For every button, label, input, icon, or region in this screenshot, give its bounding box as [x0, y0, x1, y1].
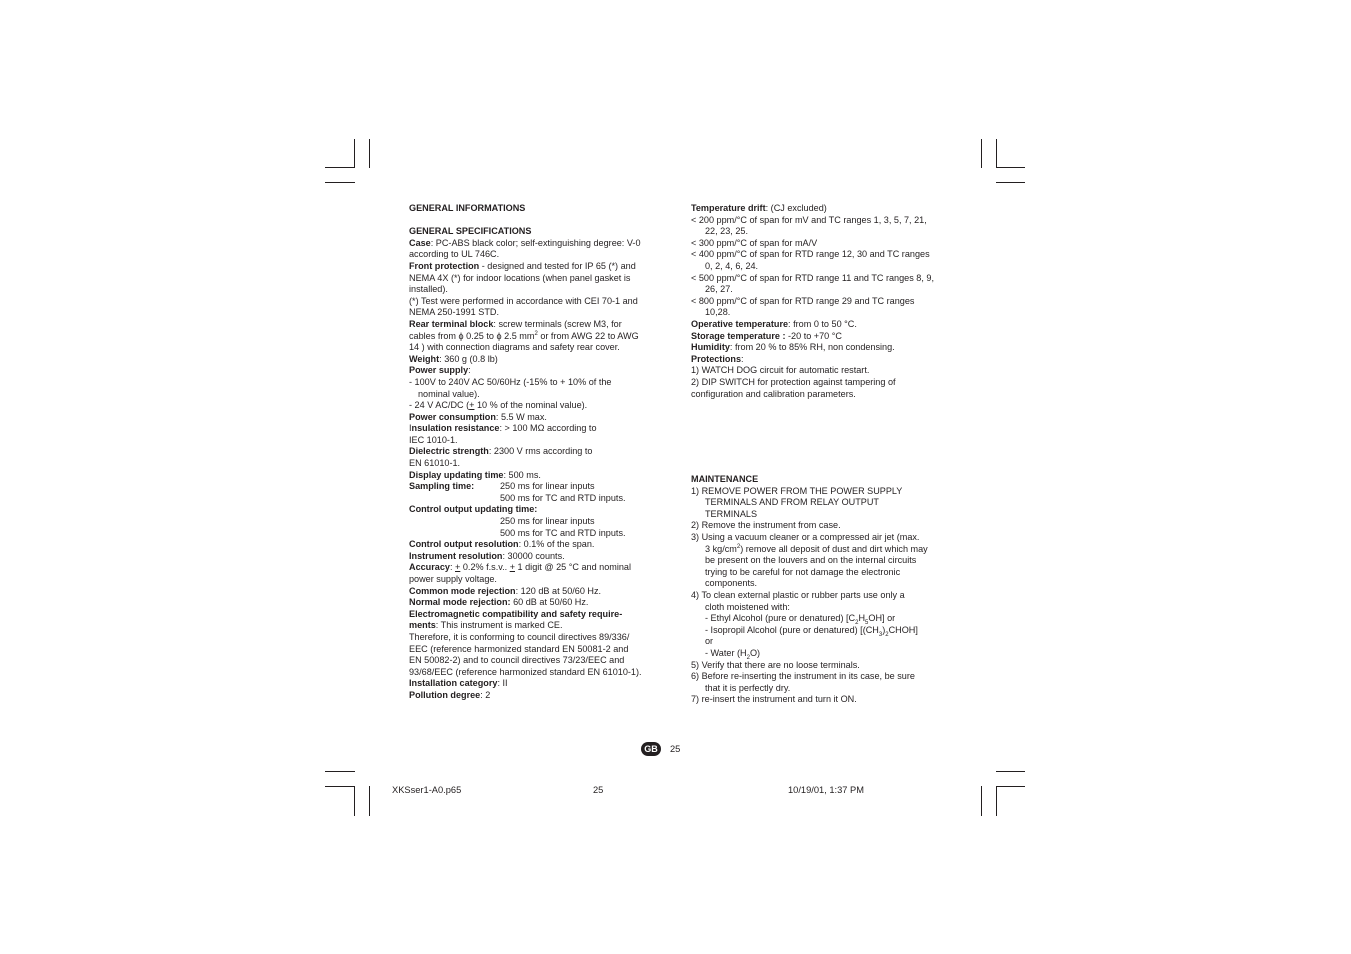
crop-mark [325, 786, 355, 787]
section-heading: MAINTENANCE [691, 474, 759, 484]
spec-protections: Protections: [691, 353, 744, 364]
crop-mark [354, 786, 355, 816]
spec-pollution: Pollution degree: 2 [409, 689, 491, 700]
spec-emc-cont: Therefore, it is conforming to council directives 89/336/ [409, 631, 630, 642]
footer-page: 25 [593, 785, 604, 795]
spec-dielectric-cont: EN 61010-1. [409, 458, 461, 469]
spec-insulation-cont: IEC 1010-1. [409, 434, 458, 445]
crop-mark [369, 139, 370, 168]
spec-emc-cont: ments: This instrument is marked CE. [409, 620, 563, 631]
spec-sampling: Sampling time: 250 ms for linear inputs [409, 481, 595, 492]
maintenance-step: 6) Before re-inserting the instrument in its case, be sure [691, 671, 915, 682]
spec-control-output: Control output updating time: [409, 504, 538, 515]
maintenance-substep: - Ethyl Alcohol (pure or denatured) $[C_2H_5OH]$ or [705, 613, 896, 626]
phi-symbol: ϕ [496, 330, 502, 341]
crop-mark [981, 786, 982, 816]
spec-insulation: Insulation resistance: > 100 MΩ according to [409, 423, 597, 434]
spec-display: Display updating time: 500 ms. [409, 469, 541, 480]
spec-temp-drift: Temperature drift: (CJ excluded) [691, 203, 827, 213]
maintenance-step: 7) re-insert the instrument and turn it ON. [691, 694, 857, 705]
maintenance-step: 1) REMOVE POWER FROM THE POWER SUPPLY [691, 485, 903, 496]
protection-item-cont: configuration and calibration parameters. [691, 388, 856, 399]
maintenance-substep: - Water $(H_2O)$ [705, 647, 761, 661]
drift-item: < 300 ppm/°C of span for mA/V [691, 237, 818, 248]
maintenance-step-cont: TERMINALS AND FROM RELAY OUTPUT [705, 497, 879, 508]
spec-sampling-cont: 500 ms for TC and RTD inputs. [500, 492, 626, 503]
spec-storage: Storage temperature : -20 to +70 °C [691, 330, 842, 341]
spec-front: Front protection - designed and tested for IP 65 (*) and [409, 260, 636, 271]
crop-mark [996, 771, 1025, 772]
spec-operative: Operative temperature: from 0 to 50 °C. [691, 318, 857, 329]
power-supply-item: - 100V to 240V AC 50/60Hz (-15% to + 10% of the [409, 376, 612, 387]
right-column-specs [691, 203, 934, 400]
page-number: 25 [670, 744, 681, 754]
spec-emc-cont: 93/68/EEC (reference harmonized standard EN 61010-1). [409, 666, 642, 677]
left-column [409, 203, 642, 702]
spec-humidity: Humidity: from 20 % to 85% RH, non condensing. [691, 342, 895, 353]
drift-item: < 200 ppm/°C of span for mV and TC ranges 1, 3, 5, 7, 21, [691, 214, 927, 225]
language-badge: GB [641, 742, 661, 756]
drift-item-cont: 10,28. [705, 307, 731, 318]
test-note-cont: NEMA 250-1991 STD. [409, 307, 499, 318]
crop-mark [325, 167, 355, 168]
drift-item-cont: 26, 27. [705, 284, 733, 295]
spec-front-cont: NEMA 4X (*) for indoor locations (when panel gasket is [409, 272, 631, 283]
spec-rear-cont: cables from ϕ 0.25 to ϕ 2.5 $mm^2$ or from AWG 22 to AWG [409, 330, 639, 341]
crop-mark [996, 167, 1025, 168]
spec-front-cont: installed). [409, 284, 448, 295]
spec-common-mode: Common mode rejection: 120 dB at 50/60 Hz. [409, 585, 602, 596]
maintenance-step-cont: 3 $kg/cm^2$) remove all deposit of dust and dirt which may [705, 543, 928, 554]
maintenance-step: 4) To clean external plastic or rubber parts use only a [691, 589, 905, 600]
crop-mark [996, 786, 997, 816]
spec-control-output-item: 500 ms for TC and RTD inputs. [500, 527, 626, 538]
spec-installation: Installation category: II [409, 678, 508, 689]
crop-mark [996, 786, 1025, 787]
drift-item: < 800 ppm/°C of span for RTD range 29 and TC ranges [691, 295, 915, 306]
footer-date: 10/19/01, 1:37 PM [788, 785, 864, 795]
crop-mark [996, 182, 1025, 183]
test-note: (*) Test were performed in accordance with CEI 70-1 and [409, 295, 638, 306]
power-supply-item: - 24 V AC/DC (+ 10 % of the nominal value). [409, 400, 588, 411]
maintenance-step-cont: be present on the louvers and on the internal circuits [705, 555, 917, 566]
maintenance-step: 2) Remove the instrument from case. [691, 520, 841, 531]
spec-emc: Electromagnetic compatibility and safety require- [409, 608, 623, 619]
protection-item: 1) WATCH DOG circuit for automatic restart. [691, 365, 870, 376]
spec-case-cont: according to UL 746C. [409, 249, 500, 260]
maintenance-step: 5) Verify that there are no loose terminals. [691, 659, 860, 670]
protection-item: 2) DIP SWITCH for protection against tampering of [691, 376, 896, 387]
maintenance-step-cont: that it is perfectly dry. [705, 682, 791, 693]
section-heading: GENERAL INFORMATIONS [409, 203, 526, 213]
spec-case: Case: PC-ABS black color; self-extinguishing degree: V-0 [409, 237, 641, 248]
drift-item-cont: 22, 23, 25. [705, 226, 748, 237]
spec-power-supply: Power supply: [409, 365, 471, 376]
maintenance-substep: or [705, 636, 714, 647]
maintenance-step-cont: cloth moistened with: [705, 601, 790, 612]
spec-control-resolution: Control output resolution: 0.1% of the span. [409, 539, 595, 550]
drift-item-cont: 0, 2, 4, 6, 24. [705, 260, 759, 271]
spec-dielectric: Dielectric strength: 2300 V rms according to [409, 446, 593, 457]
drift-item: < 400 ppm/°C of span for RTD range 12, 30 and TC ranges [691, 249, 930, 260]
crop-mark [354, 139, 355, 168]
spec-emc-cont: EEC (reference harmonized standard EN 50081-2 and [409, 643, 629, 654]
maintenance-step-cont: trying to be careful for not damage the electronic [705, 566, 901, 577]
spec-accuracy: Accuracy: + 0.2% f.s.v.. + 1 digit @ 25 °C and nominal [409, 562, 631, 573]
spec-emc-cont: EN 50082-2) and to council directives 73/23/EEC and [409, 655, 625, 666]
section-heading: GENERAL SPECIFICATIONS [409, 226, 532, 237]
maintenance-step: 3) Using a vacuum cleaner or a compressed air jet (max. [691, 531, 920, 542]
crop-mark [325, 182, 355, 183]
spec-power-consumption: Power consumption: 5.5 W max. [409, 411, 547, 422]
crop-mark [325, 771, 355, 772]
maintenance-step-cont: TERMINALS [705, 508, 758, 519]
maintenance-step-cont: components. [705, 578, 758, 589]
spec-normal-mode: Normal mode rejection: 60 dB at 50/60 Hz. [409, 597, 589, 608]
crop-mark [369, 786, 370, 816]
spec-rear: Rear terminal block: screw terminals (screw M3, for [409, 318, 622, 329]
spec-control-output-item: 250 ms for linear inputs [500, 516, 595, 527]
crop-mark [996, 139, 997, 168]
footer-filename: XKSser1-A0.p65 [392, 785, 462, 795]
maintenance-section [691, 474, 928, 706]
spec-accuracy-cont: power supply voltage. [409, 574, 497, 584]
drift-item: < 500 ppm/°C of span for RTD range 11 and TC ranges 8, 9, [691, 272, 934, 283]
phi-symbol: ϕ [458, 330, 464, 341]
crop-mark [981, 139, 982, 168]
power-supply-item-cont: nominal value). [418, 388, 480, 399]
maintenance-substep: - Isopropil Alcohol (pure or denatured) $[(CH_3)_2CHOH]$ [705, 624, 918, 638]
spec-weight: Weight: 360 g (0.8 lb) [409, 353, 498, 364]
spec-instrument-resolution: Instrument resolution: 30000 counts. [409, 550, 565, 561]
spec-rear-cont: 14 ) with connection diagrams and safety rear cover. [409, 342, 620, 353]
